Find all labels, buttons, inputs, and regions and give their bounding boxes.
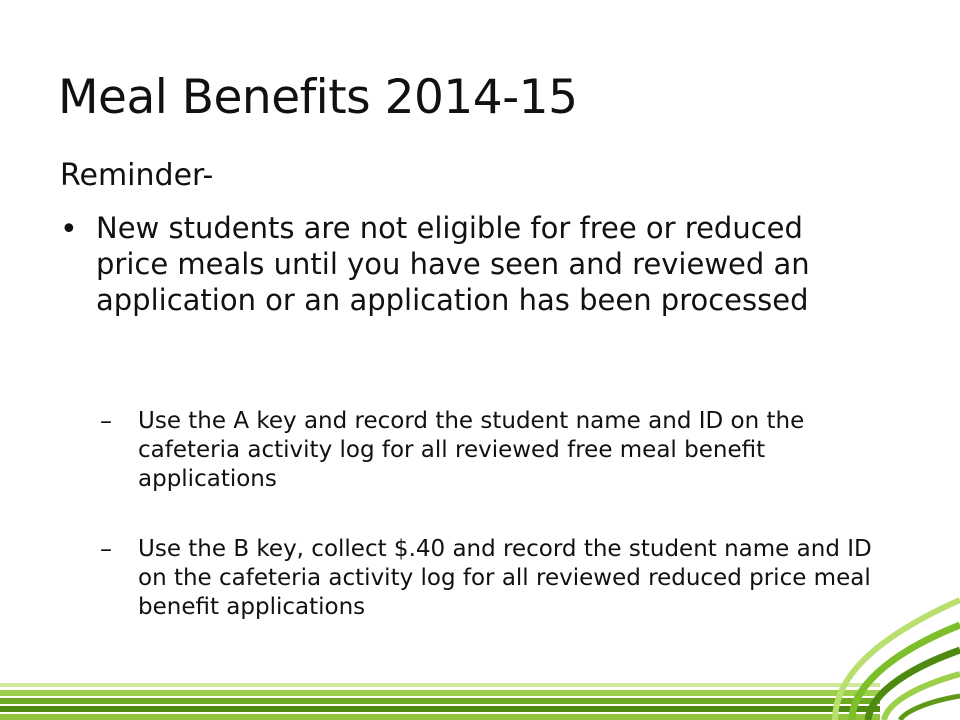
bullet-marker: • bbox=[60, 212, 78, 247]
sub-bullet-text: Use the A key and record the student name and ID on the cafeteria activity log for all reviewed free meal benefit applications bbox=[138, 408, 805, 492]
slide-title: Meal Benefits 2014-15 bbox=[58, 70, 578, 125]
stripe-4 bbox=[0, 706, 880, 712]
stripe-3 bbox=[0, 698, 880, 704]
stripe-2 bbox=[0, 690, 880, 696]
stripe-1 bbox=[0, 683, 880, 687]
stripe-5 bbox=[0, 714, 880, 720]
sub-bullet-text: Use the B key, collect $.40 and record the student name and ID on the cafeteria activity log for all reviewed reduced price meal benefit applications bbox=[138, 536, 872, 620]
main-bullet-text: New students are not eligible for free or reduced price meals until you have seen and reviewed an application or an application has been processed bbox=[96, 211, 810, 317]
sub-bullet-marker: – bbox=[100, 535, 112, 563]
sub-bullet-marker: – bbox=[100, 407, 112, 435]
arc-5 bbox=[900, 696, 960, 720]
slide-subtitle: Reminder- bbox=[60, 158, 214, 193]
